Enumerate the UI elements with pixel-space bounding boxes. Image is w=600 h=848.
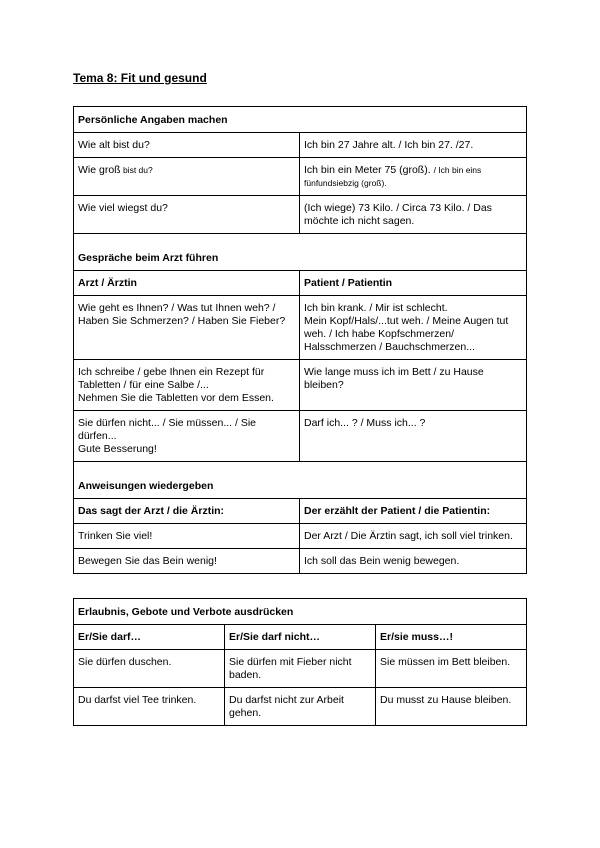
not-allowed-cell: Sie dürfen mit Fieber nicht baden. — [225, 650, 376, 688]
question-text-small: bist du? — [120, 165, 153, 175]
column-header-patient: Patient / Patientin — [300, 271, 527, 296]
doctor-cell: Bewegen Sie das Bein wenig! — [74, 549, 300, 574]
column-header-doctor-says: Das sagt der Arzt / die Ärztin: — [74, 499, 300, 524]
section-header-row — [74, 234, 527, 271]
patient-cell: Ich soll das Bein wenig bewegen. — [300, 549, 527, 574]
section-header-row — [74, 599, 527, 625]
must-cell: Du musst zu Hause bleiben. — [376, 688, 527, 726]
permissions-table — [73, 598, 527, 726]
must-cell: Sie müssen im Bett bleiben. — [376, 650, 527, 688]
section-header-row — [74, 462, 527, 499]
column-header-patient-tells: Der erzählt der Patient / die Patientin: — [300, 499, 527, 524]
section-title-personal-info: Persönliche Angaben machen — [74, 107, 527, 133]
table-row — [74, 411, 527, 462]
section-title-instructions: Anweisungen wiedergeben — [74, 462, 527, 499]
patient-cell: Wie lange muss ich im Bett / zu Hause bleiben? — [300, 360, 527, 411]
table-row — [74, 549, 527, 574]
table-row — [74, 196, 527, 234]
section-title-permissions: Erlaubnis, Gebote und Verbote ausdrücken — [74, 599, 527, 625]
column-header-row — [74, 499, 527, 524]
answer-text-small: / Ich bin eins fünfundsiebzig (groß). — [304, 165, 482, 188]
patient-cell: Ich bin krank. / Mir ist schlecht. Mein Kopf/Hals/...tut weh. / Meine Augen tut weh. / Ich habe Kopfschmerzen/ Halsschmerzen / Bauchschmerzen... — [300, 296, 527, 360]
table-row — [74, 296, 527, 360]
allowed-cell: Du darfst viel Tee trinken. — [74, 688, 225, 726]
column-header-not-allowed: Er/Sie darf nicht… — [225, 625, 376, 650]
question-cell — [74, 158, 300, 196]
table-row — [74, 133, 527, 158]
doctor-cell: Ich schreibe / gebe Ihnen ein Rezept für Tabletten / für eine Salbe /... Nehmen Sie die Tabletten vor dem Essen. — [74, 360, 300, 411]
doctor-cell: Trinken Sie viel! — [74, 524, 300, 549]
question-cell: Wie alt bist du? — [74, 133, 300, 158]
allowed-cell: Sie dürfen duschen. — [74, 650, 225, 688]
section-header-row — [74, 107, 527, 133]
table-row — [74, 524, 527, 549]
column-header-doctor: Arzt / Ärztin — [74, 271, 300, 296]
not-allowed-cell: Du darfst nicht zur Arbeit gehen. — [225, 688, 376, 726]
section-title-doctor-conversation: Gespräche beim Arzt führen — [74, 234, 527, 271]
column-header-must: Er/sie muss…! — [376, 625, 527, 650]
table-row — [74, 360, 527, 411]
column-header-row — [74, 625, 527, 650]
doctor-cell: Sie dürfen nicht... / Sie müssen... / Sie dürfen... Gute Besserung! — [74, 411, 300, 462]
column-header-row — [74, 271, 527, 296]
column-header-allowed: Er/Sie darf… — [74, 625, 225, 650]
table-row — [74, 650, 527, 688]
table-row — [74, 688, 527, 726]
question-cell: Wie viel wiegst du? — [74, 196, 300, 234]
question-text: Wie groß — [78, 164, 121, 176]
answer-cell: Ich bin 27 Jahre alt. / Ich bin 27. /27. — [300, 133, 527, 158]
page-title: Tema 8: Fit und gesund — [73, 71, 207, 85]
answer-cell — [300, 158, 527, 196]
table-row — [74, 158, 527, 196]
answer-cell: (Ich wiege) 73 Kilo. / Circa 73 Kilo. / Das möchte ich nicht sagen. — [300, 196, 527, 234]
patient-cell: Der Arzt / Die Ärztin sagt, ich soll viel trinken. — [300, 524, 527, 549]
patient-cell: Darf ich... ? / Muss ich... ? — [300, 411, 527, 462]
expressions-table — [73, 106, 527, 574]
doctor-cell: Wie geht es Ihnen? / Was tut Ihnen weh? / Haben Sie Schmerzen? / Haben Sie Fieber? — [74, 296, 300, 360]
answer-text: Ich bin ein Meter 75 (groß). — [304, 164, 434, 176]
